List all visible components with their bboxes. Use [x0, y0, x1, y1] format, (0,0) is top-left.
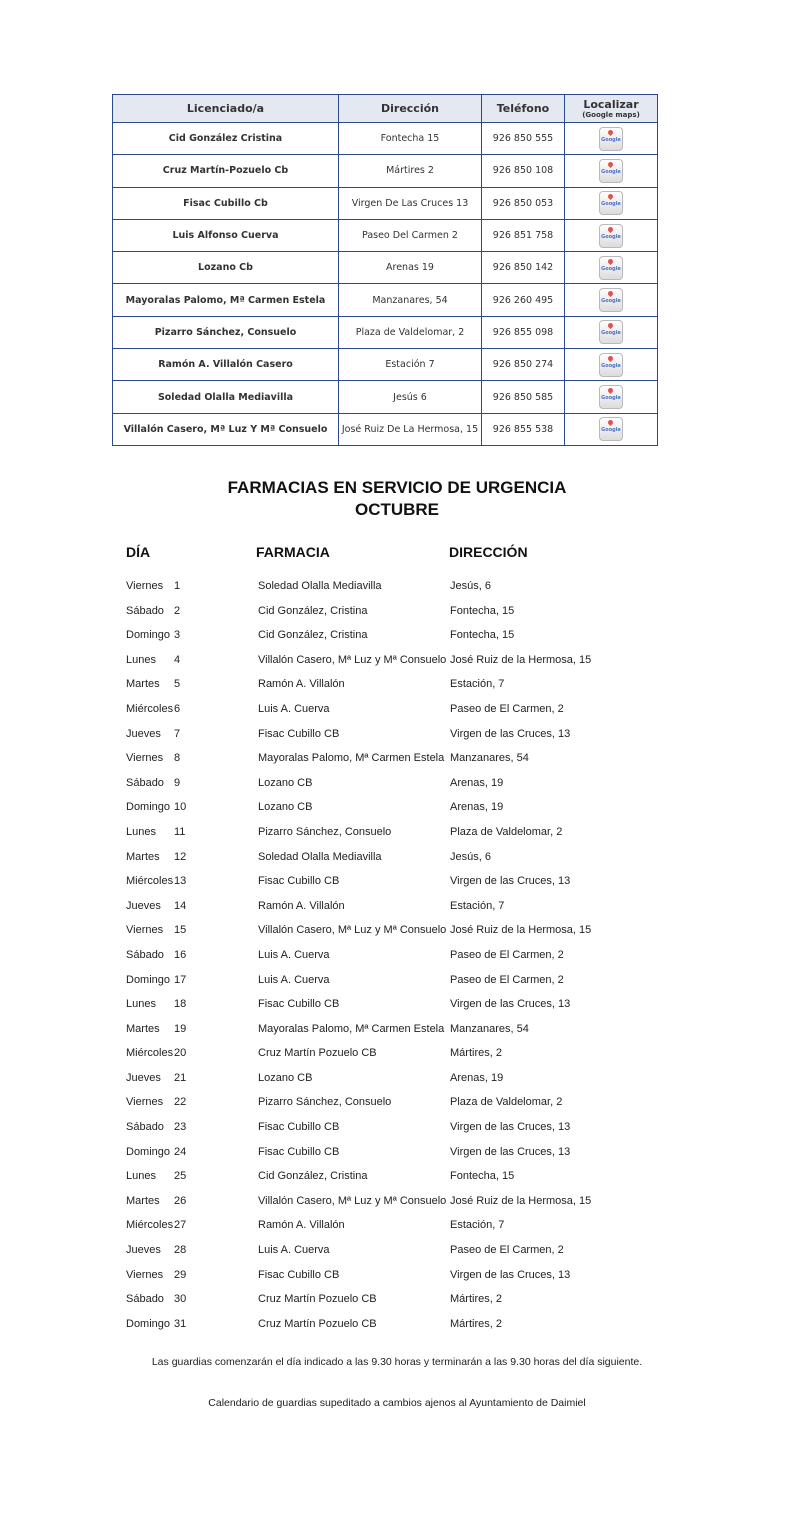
table-row [113, 413, 658, 445]
schedule-day-number: 23 [174, 1121, 187, 1134]
schedule-weekday: Miércoles [126, 1219, 174, 1232]
locate-cell [565, 413, 658, 445]
schedule-weekday: Sábado [126, 1121, 164, 1134]
schedule-address: Mártires, 2 [450, 1317, 502, 1330]
schedule-day-number: 19 [174, 1022, 187, 1035]
schedule-day-number: 27 [174, 1219, 187, 1232]
schedule-weekday: Jueves [126, 1071, 161, 1084]
table-row [113, 187, 658, 219]
map-pin-icon [607, 161, 614, 168]
schedule-pharmacy: Soledad Olalla Mediavilla [258, 580, 382, 592]
schedule-day-number: 13 [174, 875, 187, 888]
schedule-row [0, 869, 794, 894]
map-pin-icon [607, 225, 614, 232]
schedule-day-number: 16 [174, 948, 187, 961]
pharmacist-name: Soledad Olalla Mediavilla [113, 381, 339, 413]
pharmacy-phone: 926 850 555 [482, 123, 565, 155]
schedule-weekday: Domingo [126, 629, 171, 642]
schedule-weekday: Sábado [126, 948, 164, 961]
schedule-pharmacy: Cid González, Cristina [258, 604, 368, 617]
schedule-weekday: Lunes [126, 1170, 156, 1183]
table-row [113, 155, 658, 187]
map-pin-icon [607, 258, 614, 265]
schedule-weekday: Martes [126, 678, 160, 691]
header-locate-sublabel: (Google maps) [582, 110, 640, 119]
schedule-day-number: 6 [174, 702, 181, 715]
column-header-day: DÍA [126, 544, 151, 560]
schedule-row [0, 943, 794, 968]
schedule-pharmacy: Fisac Cubillo CB [258, 1145, 340, 1158]
table-row [113, 284, 658, 316]
schedule-pharmacy: Luis A. Cuerva [258, 1244, 330, 1257]
schedule-address: Paseo de El Carmen, 2 [450, 973, 564, 986]
table-row [113, 381, 658, 413]
schedule-pharmacy: Villalón Casero, Mª Luz y Mª Consuelo [258, 653, 447, 666]
schedule-day-number: 30 [174, 1293, 187, 1306]
schedule-address: Virgen de las Cruces, 13 [450, 727, 571, 740]
schedule-day-number: 22 [174, 1096, 187, 1109]
locate-cell [565, 187, 658, 219]
column-header-pharmacy: FARMACIA [256, 544, 330, 560]
pharmacy-address: Estación 7 [339, 349, 482, 381]
schedule-pharmacy: Fisac Cubillo CB [258, 727, 340, 740]
schedule-address: Arenas, 19 [450, 776, 504, 789]
schedule-address: Mártires, 2 [450, 1047, 502, 1060]
schedule-row [0, 648, 794, 673]
locate-cell [565, 284, 658, 316]
schedule-address: Manzanares, 54 [450, 1022, 529, 1035]
schedule-pharmacy: Pizarro Sánchez, Consuelo [258, 825, 392, 838]
schedule-address: Virgen de las Cruces, 13 [450, 875, 571, 888]
locate-cell [565, 155, 658, 187]
schedule-weekday: Martes [126, 850, 160, 863]
locate-cell [565, 252, 658, 284]
map-pin-icon [607, 419, 614, 426]
schedule-day-number: 20 [174, 1047, 187, 1060]
schedule-weekday: Jueves [126, 727, 161, 740]
pharmacy-phone: 926 855 098 [482, 316, 565, 348]
schedule-weekday: Miércoles [126, 702, 174, 715]
schedule-weekday: Martes [126, 1194, 160, 1207]
schedule-day-number: 5 [174, 678, 181, 691]
schedule-address: Virgen de las Cruces, 13 [450, 1145, 571, 1158]
schedule-address: Paseo de El Carmen, 2 [450, 948, 564, 961]
schedule-address: Arenas, 19 [450, 1071, 504, 1084]
schedule-row [0, 992, 794, 1017]
schedule-address: Jesús, 6 [450, 580, 491, 592]
schedule-pharmacy: Luis A. Cuerva [258, 948, 330, 961]
schedule-day-number: 21 [174, 1071, 187, 1084]
schedule-address: Jesús, 6 [450, 850, 491, 863]
pharmacy-phone: 926 850 108 [482, 155, 565, 187]
schedule-pharmacy: Villalón Casero, Mª Luz y Mª Consuelo [258, 1194, 447, 1207]
schedule-pharmacy: Mayoralas Palomo, Mª Carmen Estela [258, 1022, 445, 1035]
schedule-pharmacy: Pizarro Sánchez, Consuelo [258, 1096, 392, 1109]
schedule-row [0, 1213, 794, 1238]
locate-cell [565, 349, 658, 381]
google-maps-icon[interactable] [599, 256, 623, 280]
schedule-day-number: 3 [174, 629, 181, 642]
pharmacy-phone: 926 850 585 [482, 381, 565, 413]
schedule-row [0, 968, 794, 993]
schedule-row [0, 746, 794, 771]
disclaimer-note: Calendario de guardias supeditado a cambios ajenos al Ayuntamiento de Daimiel [208, 1397, 586, 1409]
urgency-schedule-list [0, 574, 794, 1336]
schedule-pharmacy: Ramón A. Villalón [258, 899, 345, 912]
schedule-row [0, 623, 794, 648]
schedule-row [0, 672, 794, 697]
schedule-pharmacy: Soledad Olalla Mediavilla [258, 850, 382, 863]
schedule-row [0, 894, 794, 919]
google-maps-icon[interactable] [599, 191, 623, 215]
header-address: Dirección [339, 95, 482, 123]
schedule-weekday: Lunes [126, 825, 156, 838]
schedule-day-number: 2 [174, 604, 181, 617]
schedule-row [0, 845, 794, 870]
schedule-weekday: Domingo [126, 1145, 171, 1158]
urgency-title: FARMACIAS EN SERVICIO DE URGENCIA [227, 478, 567, 497]
schedule-pharmacy: Luis A. Cuerva [258, 973, 330, 986]
table-row [113, 252, 658, 284]
schedule-pharmacy: Ramón A. Villalón [258, 678, 345, 691]
schedule-row [0, 918, 794, 943]
schedule-pharmacy: Cid González, Cristina [258, 1170, 368, 1183]
schedule-address: Estación, 7 [450, 1219, 505, 1232]
pharmacy-address: Paseo Del Carmen 2 [339, 219, 482, 251]
pharmacy-phone: 926 260 495 [482, 284, 565, 316]
schedule-row [0, 1140, 794, 1165]
table-body [113, 123, 658, 446]
schedule-address: Mártires, 2 [450, 1293, 502, 1306]
hours-note: Las guardias comenzarán el día indicado a las 9.30 horas y terminarán a las 9.30 horas del día siguiente. [151, 1356, 643, 1368]
schedule-row [0, 1017, 794, 1042]
schedule-day-number: 31 [174, 1317, 187, 1330]
schedule-address: Estación, 7 [450, 899, 505, 912]
schedule-pharmacy: Lozano CB [258, 776, 313, 789]
schedule-row [0, 697, 794, 722]
schedule-pharmacy: Fisac Cubillo CB [258, 1268, 340, 1281]
schedule-weekday: Domingo [126, 973, 171, 986]
schedule-day-number: 10 [174, 801, 187, 814]
schedule-day-number: 4 [174, 653, 181, 666]
schedule-pharmacy: Fisac Cubillo CB [258, 875, 340, 888]
pharmacist-name: Mayoralas Palomo, Mª Carmen Estela [113, 284, 339, 316]
schedule-row [0, 1287, 794, 1312]
schedule-row [0, 1238, 794, 1263]
schedule-pharmacy: Fisac Cubillo CB [258, 998, 340, 1011]
schedule-weekday: Domingo [126, 1317, 171, 1330]
column-header-address: DIRECCIÓN [449, 544, 528, 560]
schedule-address: Manzanares, 54 [450, 752, 529, 765]
schedule-day-number: 18 [174, 998, 187, 1011]
schedule-day-number: 15 [174, 924, 187, 937]
schedule-row [0, 1263, 794, 1288]
schedule-day-number: 14 [174, 899, 187, 912]
table-header-row [113, 95, 658, 123]
pharmacist-name: Villalón Casero, Mª Luz Y Mª Consuelo [113, 413, 339, 445]
pharmacy-address: José Ruiz De La Hermosa, 15 [339, 413, 482, 445]
google-icon-label: Google [601, 330, 621, 337]
google-maps-icon[interactable] [599, 224, 623, 248]
schedule-weekday: Jueves [126, 1244, 161, 1257]
pharmacy-address: Manzanares, 54 [339, 284, 482, 316]
schedule-pharmacy: Cruz Martín Pozuelo CB [258, 1317, 377, 1330]
schedule-weekday: Viernes [126, 1096, 164, 1109]
schedule-row [0, 1041, 794, 1066]
schedule-day-number: 26 [174, 1194, 187, 1207]
schedule-day-number: 7 [174, 727, 181, 740]
schedule-address: Virgen de las Cruces, 13 [450, 998, 571, 1011]
schedule-row [0, 771, 794, 796]
pharmacy-address: Mártires 2 [339, 155, 482, 187]
pharmacy-phone: 926 850 274 [482, 349, 565, 381]
schedule-weekday: Viernes [126, 580, 164, 592]
pharmacist-name: Cruz Martín-Pozuelo Cb [113, 155, 339, 187]
schedule-pharmacy: Cruz Martín Pozuelo CB [258, 1047, 377, 1060]
google-maps-icon[interactable] [599, 288, 623, 312]
schedule-day-number: 9 [174, 776, 181, 789]
schedule-row [0, 1164, 794, 1189]
schedule-weekday: Jueves [126, 899, 161, 912]
google-maps-icon[interactable] [599, 320, 623, 344]
schedule-row [0, 1090, 794, 1115]
locate-cell [565, 381, 658, 413]
table-row [113, 123, 658, 155]
google-icon-label: Google [601, 395, 621, 402]
schedule-day-number: 25 [174, 1170, 187, 1183]
schedule-weekday: Viernes [126, 924, 164, 937]
schedule-day-number: 24 [174, 1145, 187, 1158]
schedule-pharmacy: Villalón Casero, Mª Luz y Mª Consuelo [258, 924, 447, 937]
schedule-day-number: 17 [174, 973, 187, 986]
google-icon-label: Google [601, 201, 621, 208]
google-maps-icon[interactable] [599, 353, 623, 377]
google-icon-label: Google [601, 298, 621, 305]
schedule-row [0, 1066, 794, 1091]
table-row [113, 349, 658, 381]
schedule-weekday: Viernes [126, 1268, 164, 1281]
google-maps-icon[interactable] [599, 127, 623, 151]
schedule-address: Estación, 7 [450, 678, 505, 691]
google-maps-icon[interactable] [599, 385, 623, 409]
schedule-weekday: Domingo [126, 801, 171, 814]
pharmacist-name: Cid González Cristina [113, 123, 339, 155]
schedule-address: Virgen de las Cruces, 13 [450, 1121, 571, 1134]
map-pin-icon [607, 129, 614, 136]
table-row [113, 316, 658, 348]
schedule-row [0, 599, 794, 624]
pharmacy-address: Fontecha 15 [339, 123, 482, 155]
urgency-month: OCTUBRE [354, 500, 440, 519]
schedule-row [0, 574, 794, 599]
schedule-day-number: 12 [174, 850, 187, 863]
pharmacy-directory-table [112, 94, 658, 446]
pharmacist-name: Fisac Cubillo Cb [113, 187, 339, 219]
pharmacist-name: Ramón A. Villalón Casero [113, 349, 339, 381]
schedule-pharmacy: Mayoralas Palomo, Mª Carmen Estela [258, 752, 445, 765]
schedule-row [0, 820, 794, 845]
schedule-weekday: Lunes [126, 998, 156, 1011]
google-maps-icon[interactable] [599, 159, 623, 183]
map-pin-icon [607, 387, 614, 394]
map-pin-icon [607, 355, 614, 362]
header-name: Licenciado/a [113, 95, 339, 123]
google-maps-icon[interactable] [599, 417, 623, 441]
google-icon-label: Google [601, 168, 621, 175]
schedule-day-number: 8 [174, 752, 181, 765]
pharmacy-phone: 926 850 053 [482, 187, 565, 219]
pharmacist-name: Pizarro Sánchez, Consuelo [113, 316, 339, 348]
schedule-row [0, 795, 794, 820]
schedule-weekday: Miércoles [126, 875, 174, 888]
schedule-pharmacy: Cruz Martín Pozuelo CB [258, 1293, 377, 1306]
schedule-row [0, 722, 794, 747]
map-pin-icon [607, 322, 614, 329]
schedule-pharmacy: Luis A. Cuerva [258, 702, 330, 715]
google-icon-label: Google [601, 265, 621, 272]
schedule-address: José Ruiz de la Hermosa, 15 [450, 1194, 592, 1207]
pharmacy-address: Jesús 6 [339, 381, 482, 413]
schedule-pharmacy: Lozano CB [258, 1071, 313, 1084]
map-pin-icon [607, 290, 614, 297]
schedule-address: Plaza de Valdelomar, 2 [450, 1096, 563, 1109]
pharmacy-address: Plaza de Valdelomar, 2 [339, 316, 482, 348]
pharmacy-address: Arenas 19 [339, 252, 482, 284]
pharmacist-name: Luis Alfonso Cuerva [113, 219, 339, 251]
google-icon-label: Google [601, 233, 621, 240]
schedule-weekday: Miércoles [126, 1047, 174, 1060]
locate-cell [565, 123, 658, 155]
pharmacy-phone: 926 851 758 [482, 219, 565, 251]
schedule-pharmacy: Lozano CB [258, 801, 313, 814]
schedule-pharmacy: Ramón A. Villalón [258, 1219, 345, 1232]
schedule-row [0, 1115, 794, 1140]
schedule-row [0, 1189, 794, 1214]
schedule-weekday: Martes [126, 1022, 160, 1035]
schedule-day-number: 1 [174, 580, 181, 592]
schedule-address: Fontecha, 15 [450, 1170, 515, 1183]
pharmacy-phone: 926 850 142 [482, 252, 565, 284]
schedule-weekday: Lunes [126, 653, 156, 666]
schedule-row [0, 1312, 794, 1337]
schedule-day-number: 29 [174, 1268, 187, 1281]
header-phone: Teléfono [482, 95, 565, 123]
schedule-pharmacy: Fisac Cubillo CB [258, 1121, 340, 1134]
pharmacist-name: Lozano Cb [113, 252, 339, 284]
locate-cell [565, 219, 658, 251]
schedule-address: Arenas, 19 [450, 801, 504, 814]
schedule-weekday: Viernes [126, 752, 164, 765]
schedule-day-number: 28 [174, 1244, 187, 1257]
schedule-address: Virgen de las Cruces, 13 [450, 1268, 571, 1281]
schedule-weekday: Sábado [126, 604, 164, 617]
map-pin-icon [607, 193, 614, 200]
schedule-address: Paseo de El Carmen, 2 [450, 702, 564, 715]
pharmacy-address: Virgen De Las Cruces 13 [339, 187, 482, 219]
schedule-address: Plaza de Valdelomar, 2 [450, 825, 563, 838]
schedule-address: Fontecha, 15 [450, 629, 515, 642]
schedule-address: José Ruiz de la Hermosa, 15 [450, 653, 592, 666]
schedule-address: José Ruiz de la Hermosa, 15 [450, 924, 592, 937]
google-icon-label: Google [601, 136, 621, 143]
google-icon-label: Google [601, 362, 621, 369]
schedule-address: Paseo de El Carmen, 2 [450, 1244, 564, 1257]
pharmacy-phone: 926 855 538 [482, 413, 565, 445]
schedule-weekday: Sábado [126, 776, 164, 789]
schedule-address: Fontecha, 15 [450, 604, 515, 617]
header-locate-label: Localizar [583, 97, 639, 111]
table-row [113, 219, 658, 251]
google-icon-label: Google [601, 427, 621, 434]
header-locate [565, 95, 658, 123]
schedule-day-number: 11 [174, 825, 186, 838]
schedule-pharmacy: Cid González, Cristina [258, 629, 368, 642]
locate-cell [565, 316, 658, 348]
schedule-weekday: Sábado [126, 1293, 164, 1306]
